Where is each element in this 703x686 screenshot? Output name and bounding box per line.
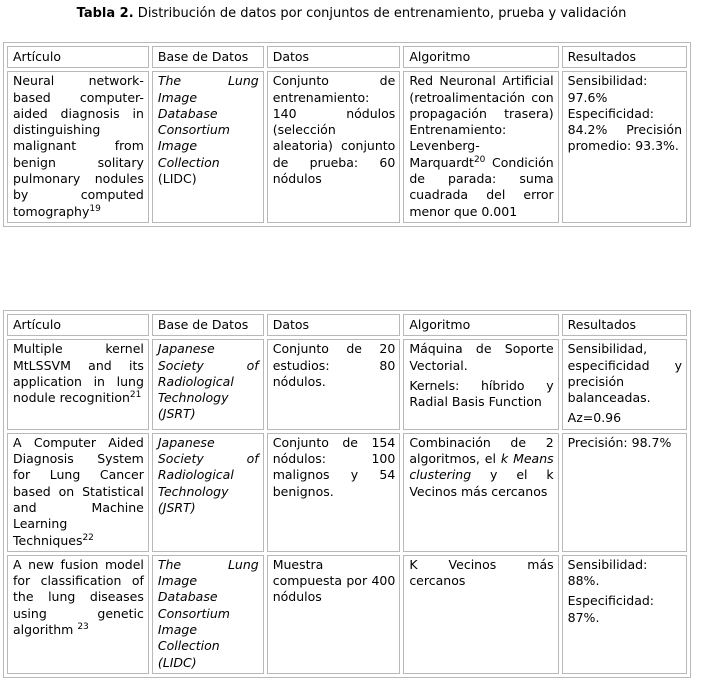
database-abbrev: (LIDC) (157, 654, 197, 670)
cell-base-de-datos (152, 339, 264, 429)
header-base-de-datos: Base de Datos (152, 46, 264, 68)
cell-resultados (562, 339, 687, 429)
algoritmo-text-cont: y el k Vecinos más cercanos (409, 467, 554, 499)
algoritmo-text: Red Neuronal Artificial (retroalimentación con propagación trasera) Entrenamiento: Levenberg-Marquardt (409, 73, 554, 170)
cell-articulo (7, 433, 149, 552)
reference-number: 23 (77, 621, 89, 632)
header-articulo: Artículo (7, 46, 149, 68)
caption-text: Distribución de datos por conjuntos de entrenamiento, prueba y validación (133, 6, 627, 21)
cell-base-de-datos (152, 433, 264, 552)
header-resultados: Resultados (562, 46, 687, 68)
table-row (7, 433, 687, 552)
database-name: Japanese Society of Radiological Technology (JSRT) (157, 341, 259, 422)
cell-algoritmo: K Vecinos más cercanos (403, 555, 558, 674)
algoritmo-text: Combinación de 2 algoritmos, el (409, 434, 554, 467)
table-2 (3, 310, 691, 678)
table-row (7, 71, 687, 223)
articulo-text: A Computer Aided Diagnosis System for Lung Cancer based on Statistical and Machine Learning Techniques (13, 434, 144, 548)
articulo-text: Neural network-based computer-aided diagnosis in distinguishing malignant from benign solitary pulmonary nodules by computed tomography (13, 73, 144, 219)
header-datos: Datos (267, 46, 401, 68)
cell-datos: Conjunto de entrenamiento: 140 nódulos (selección aleatoria) conjunto de prueba: 60 nódulos (267, 71, 401, 223)
table-row (7, 339, 687, 429)
table-2-header-row (7, 314, 687, 336)
header-resultados: Resultados (562, 314, 687, 336)
algoritmo-paragraph-1: Máquina de Soporte Vectorial. (409, 341, 554, 373)
reference-number: 21 (129, 390, 142, 401)
cell-base-de-datos (152, 555, 264, 674)
articulo-text: A new fusion model for classification of the lung diseases using genetic algorithm (13, 556, 144, 638)
cell-articulo (7, 339, 149, 429)
resultados-paragraph-2: Az=0.96 (567, 410, 622, 426)
cell-resultados (562, 555, 687, 674)
header-base-de-datos: Base de Datos (152, 314, 264, 336)
cell-datos: Muestra compuesta por 400 nódulos (267, 555, 401, 674)
header-datos: Datos (267, 314, 401, 336)
caption-label: Tabla 2. (76, 6, 134, 21)
header-algoritmo: Algoritmo (403, 46, 558, 68)
header-algoritmo: Algoritmo (403, 314, 558, 336)
cell-datos: Conjunto de 154 nódulos: 100 malignos y 54 benignos. (267, 433, 401, 552)
algoritmo-paragraph-2: Kernels: híbrido y Radial Basis Function (409, 377, 554, 410)
reference-number: 19 (89, 203, 101, 214)
table-1-header-row (7, 46, 687, 68)
cell-algoritmo (403, 71, 558, 223)
header-articulo: Artículo (7, 314, 149, 336)
articulo-text: Multiple kernel MtLSSVM and its application in lung nodule recognition (13, 341, 144, 406)
database-name: The Lung Image Database Consortium Image Collection (157, 556, 259, 654)
resultados-paragraph-1: Sensibilidad, especificidad y precisión balanceadas. (567, 341, 682, 406)
database-name: Japanese Society of Radiological Technology (JSRT) (157, 434, 259, 515)
database-abbrev: (LIDC) (157, 171, 197, 187)
cell-articulo (7, 555, 149, 674)
reference-number: 22 (82, 532, 94, 543)
table-row (7, 555, 687, 674)
cell-base-de-datos (152, 71, 264, 223)
algoritmo-italic-text: k Means clustering (409, 451, 554, 483)
table-1 (3, 42, 691, 227)
cell-resultados: Sensibilidad: 97.6% Especificidad: 84.2% Precisión promedio: 93.3%. (562, 71, 687, 223)
cell-datos: Conjunto de 20 estudios: 80 nódulos. (267, 339, 401, 429)
reference-number: 20 (473, 154, 486, 165)
cell-articulo (7, 71, 149, 223)
cell-algoritmo (403, 339, 558, 429)
resultados-paragraph-1: Sensibilidad: 88%. (567, 556, 648, 589)
cell-resultados: Precisión: 98.7% (562, 433, 687, 552)
cell-algoritmo (403, 433, 558, 552)
resultados-paragraph-2: Especificidad: 87%. (567, 593, 654, 625)
algoritmo-text-cont: Condición de parada: suma cuadrada del error menor que 0.001 (409, 154, 554, 219)
database-name: The Lung Image Database Consortium Image Collection (157, 73, 259, 170)
table-caption (0, 5, 703, 23)
